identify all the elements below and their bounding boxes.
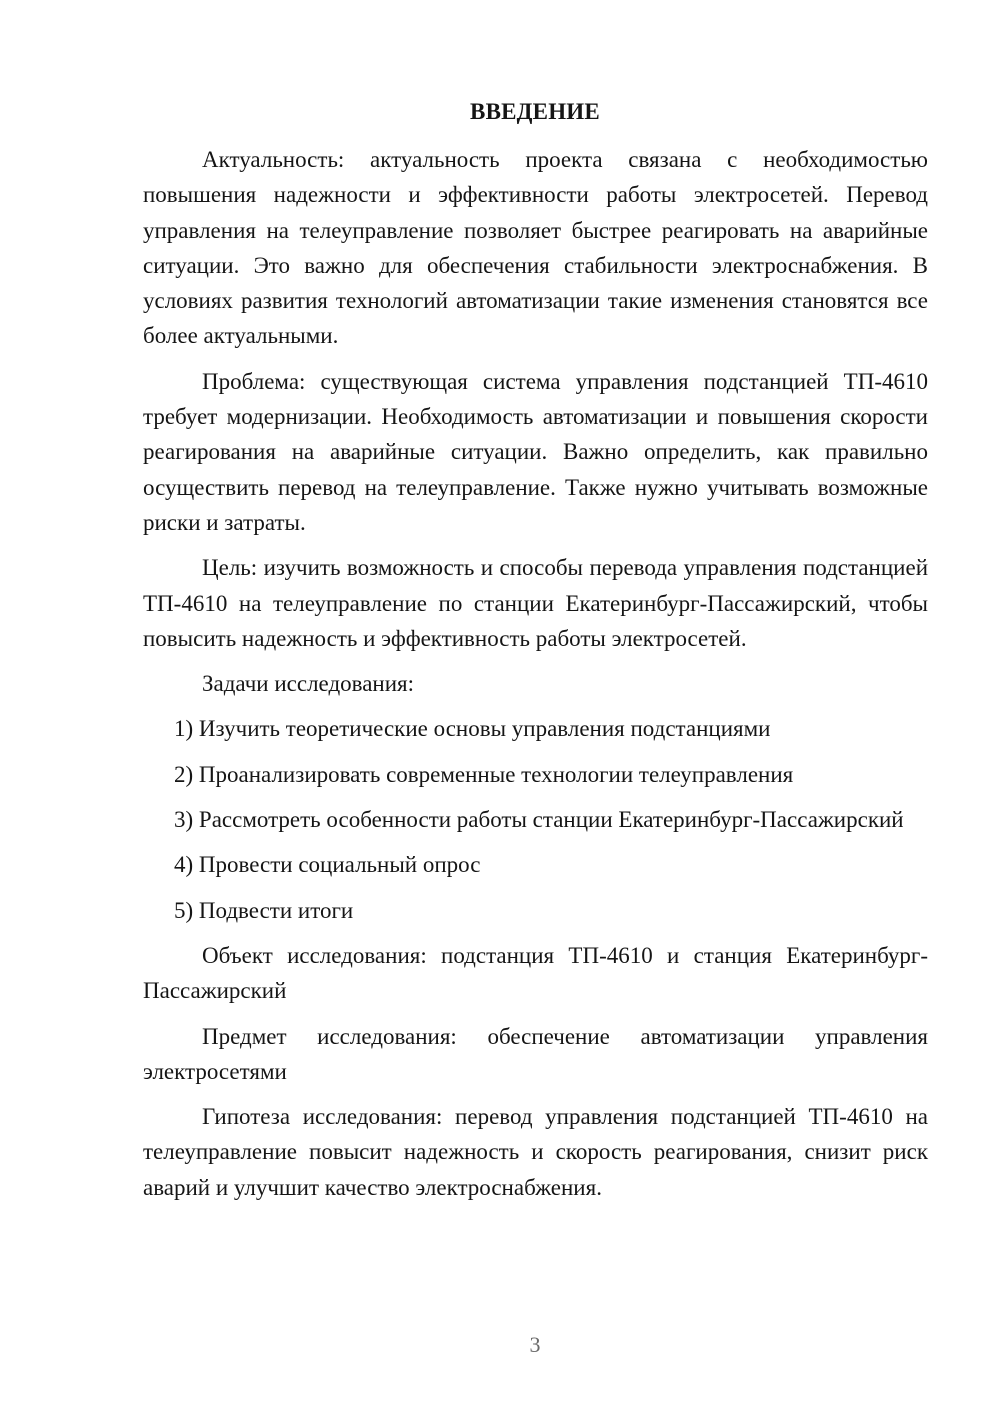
paragraph-goal: Цель: изучить возможность и способы перевода управления подстанцией ТП-4610 на телеуправление по станции Екатеринбург-Пассажирский, чтобы повысить надежность и эффективность работы электросетей. (143, 555, 928, 651)
list-item: 5) Подвести итоги (174, 897, 354, 923)
document-body (143, 142, 928, 1205)
page-title: ВВЕДЕНИЕ (470, 99, 600, 124)
list-item: 4) Провести социальный опрос (174, 852, 481, 878)
list-item: 1) Изучить теоретические основы управления подстанциями (174, 716, 771, 742)
page-number: 3 (529, 1332, 541, 1357)
list-item: 3) Рассмотреть особенности работы станции Екатеринбург-Пассажирский (174, 807, 904, 833)
list-item: 2) Проанализировать современные технологии телеуправления (174, 761, 794, 787)
paragraph-subject: Предмет исследования: обеспечение автоматизации управления электросетями (143, 1023, 928, 1084)
paragraph-problem: Проблема: существующая система управления подстанцией ТП-4610 требует модернизации. Необходимость автоматизации и повышения скорости реагирования на аварийные ситуации. Важно определить, как правильно осуществить перевод на телеуправление. Также нужно учитывать возможные риски и затраты. (143, 368, 928, 535)
tasks-heading: Задачи исследования: (202, 671, 415, 697)
paragraph-hypothesis: Гипотеза исследования: перевод управления подстанцией ТП-4610 на телеуправление повысит надежность и скорость реагирования, снизит риск аварий и улучшит качество электроснабжения. (143, 1104, 928, 1200)
paragraph-relevance: Актуальность: актуальность проекта связана с необходимостью повышения надежности и эффективности работы электросетей. Перевод управления на телеуправление позволяет быстрее реагировать на аварийные ситуации. Это важно для обеспечения стабильности электроснабжения. В условиях развития технологий автоматизации такие изменения становятся все более актуальными. (143, 147, 928, 349)
paragraph-object: Объект исследования: подстанция ТП-4610 и станция Екатеринбург- Пассажирский (143, 942, 928, 1004)
